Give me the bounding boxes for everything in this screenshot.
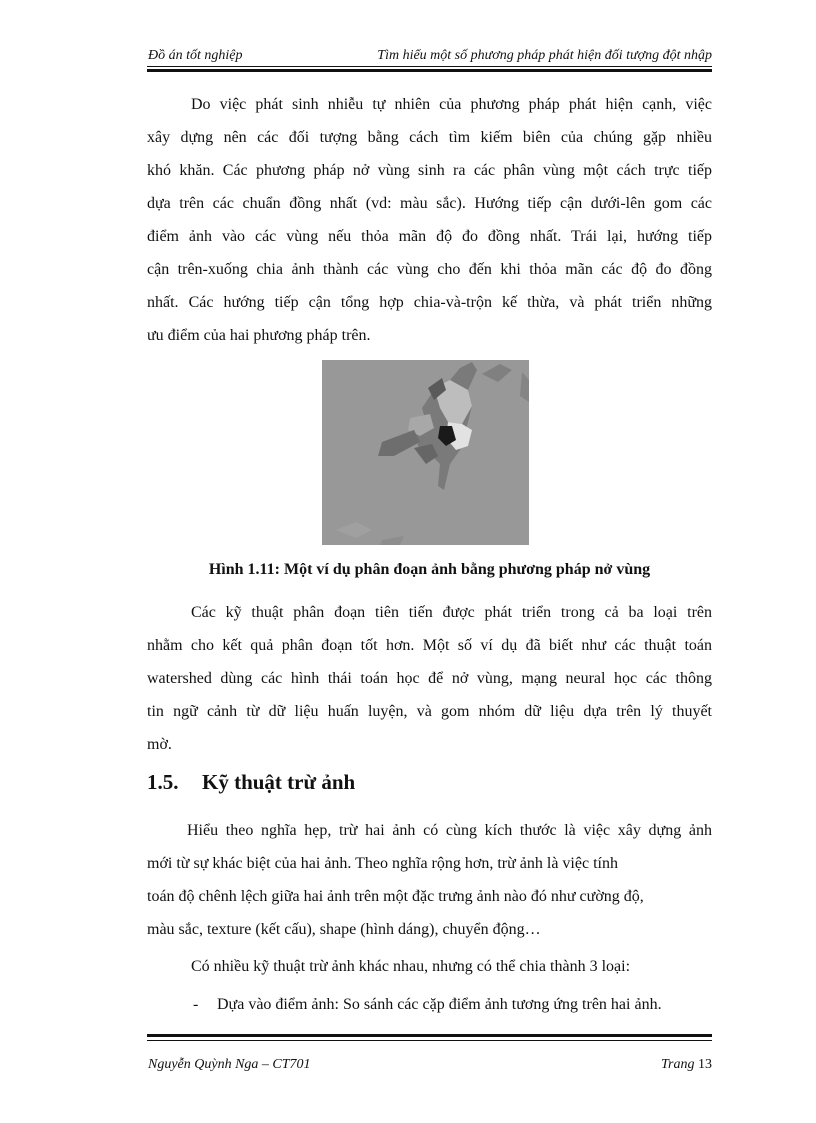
paragraph-line: dựa trên các chuẩn đồng nhất (vd: màu sắc). Hướng tiếp cận dưới-lên gom các	[147, 195, 712, 212]
paragraph-line: mới từ sự khác biệt của hai ảnh. Theo nghĩa rộng hơn, trừ ảnh là việc tính	[147, 855, 618, 872]
paragraph-three-types: Có nhiều kỹ thuật trừ ảnh khác nhau, nhưng có thể chia thành 3 loại:	[191, 958, 631, 975]
footer-author: Nguyễn Quỳnh Nga – CT701	[148, 1057, 311, 1072]
footer-rule-thin	[147, 1040, 712, 1041]
paragraph-line: Hiểu theo nghĩa hẹp, trừ hai ảnh có cùng kích thước là việc xây dựng ảnh	[187, 822, 712, 839]
paragraph-region-growing	[147, 88, 712, 352]
paragraph-line: watershed dùng các hình thái toán học để nở vùng, mạng neural học các thông	[147, 670, 712, 687]
paragraph-line: khó khăn. Các phương pháp nở vùng sinh ra các phân vùng một cách trực tiếp	[147, 162, 712, 179]
paragraph-line: Do việc phát sinh nhiễu tự nhiên của phương pháp phát hiện cạnh, việc	[191, 96, 712, 113]
section-title: Kỹ thuật trừ ảnh	[202, 770, 356, 794]
bullet-marker: -	[193, 996, 199, 1013]
paragraph-line: điểm ảnh vào các vùng nếu thỏa mãn độ đo đồng nhất. Trái lại, hướng tiếp	[147, 228, 712, 245]
paragraph-line: màu sắc, texture (kết cấu), shape (hình dáng), chuyển động…	[147, 921, 541, 938]
footer-page	[661, 1057, 712, 1073]
paragraph-line: tin ngữ cảnh từ dữ liệu huấn luyện, và gom nhóm dữ liệu dựa trên lý thuyết	[147, 703, 712, 720]
paragraph-line: mờ.	[147, 736, 172, 753]
paragraph-line: xây dựng nên các đối tượng bằng cách tìm kiếm biên của chúng gặp nhiều	[147, 129, 712, 146]
paragraph-advanced-techniques	[147, 596, 712, 761]
paragraph-image-subtraction	[147, 814, 712, 946]
paragraph-line: ưu điểm của hai phương pháp trên.	[147, 327, 371, 344]
figure-caption: Hình 1.11: Một ví dụ phân đoạn ảnh bằng phương pháp nở vùng	[208, 561, 651, 578]
paragraph-line: nhằm cho kết quả phân đoạn tốt hơn. Một số ví dụ đã biết như các thuật toán	[147, 637, 712, 654]
footer-page-number: 13	[698, 1057, 712, 1072]
bullet-item	[193, 988, 713, 1021]
segmentation-image	[322, 360, 529, 545]
header-rule-thin	[147, 66, 712, 67]
segmentation-figure	[322, 360, 529, 545]
header-rule-thick	[147, 69, 712, 72]
paragraph-line: nhất. Các hướng tiếp cận tổng hợp chia-và-trộn kế thừa, và phát triển những	[147, 294, 712, 311]
header-left: Đồ án tốt nghiệp	[148, 48, 243, 63]
footer-rule-thick	[147, 1034, 712, 1037]
footer-page-label: Trang	[661, 1057, 695, 1072]
paragraph-line: cận trên-xuống chia ảnh thành các vùng cho đến khi thỏa mãn các độ đo đồng	[147, 261, 712, 278]
paragraph-line: toán độ chênh lệch giữa hai ảnh trên một đặc trưng ảnh nào đó như cường độ,	[147, 888, 644, 905]
section-number: 1.5.	[147, 770, 179, 794]
header-right: Tìm hiểu một số phương pháp phát hiện đối tượng đột nhập	[377, 48, 712, 63]
paragraph-line: Các kỹ thuật phân đoạn tiên tiến được phát triển trong cả ba loại trên	[191, 604, 712, 621]
section-heading	[147, 770, 355, 795]
bullet-text: Dựa vào điểm ảnh: So sánh các cặp điểm ảnh tương ứng trên hai ảnh.	[217, 996, 662, 1013]
